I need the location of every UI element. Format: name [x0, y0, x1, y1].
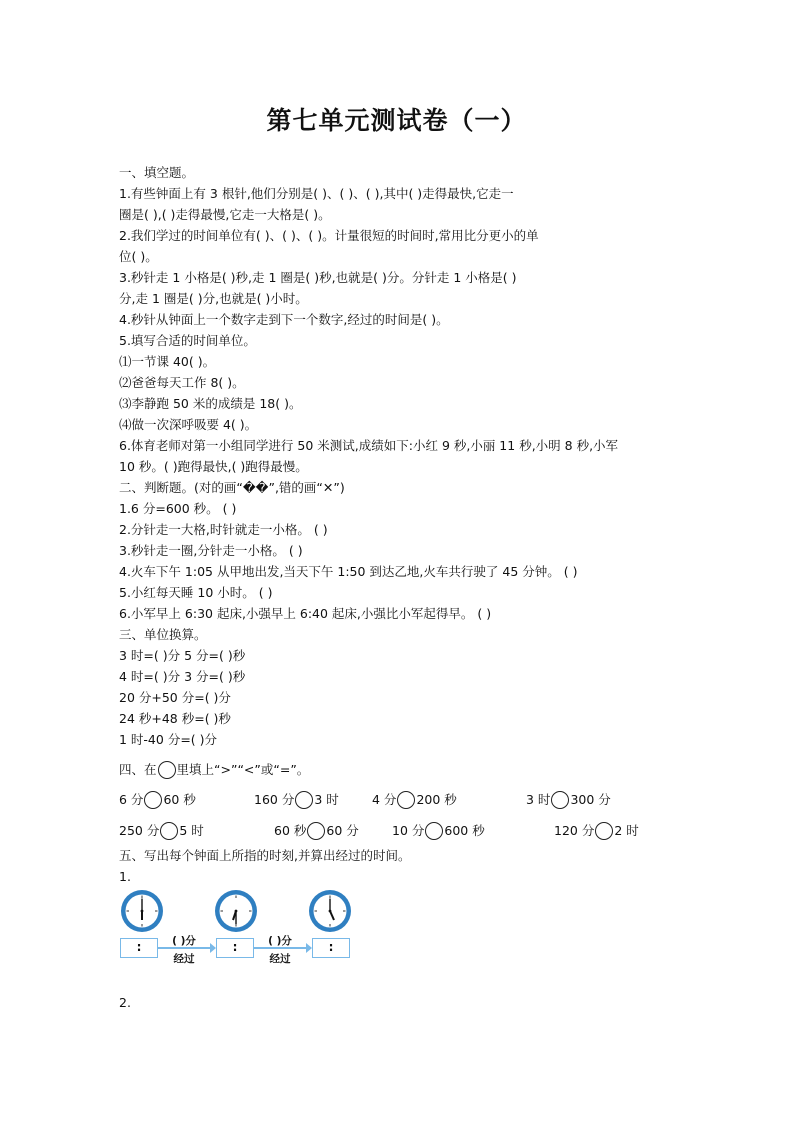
question-line: ⑶李静跑 50 米的成绩是 18( )。: [119, 396, 302, 411]
clock-face-icon: [120, 889, 164, 933]
section-heading-convert: 三、单位换算。: [119, 627, 207, 642]
question-line: 4.秒针从钟面上一个数字走到下一个数字,经过的时间是( )。: [119, 312, 449, 327]
question-line: 6.体育老师对第一小组同学进行 50 米测试,成绩如下:小红 9 秒,小丽 11 秒,小明 8 秒,小军: [119, 438, 619, 453]
time-answer-box[interactable]: :: [120, 938, 158, 958]
time-answer-box[interactable]: :: [216, 938, 254, 958]
page-title: 第七单元测试卷（一）: [266, 106, 527, 135]
compare-item: [274, 822, 359, 840]
section-heading-compare: [119, 761, 309, 779]
heading-text: 里填上“>”“<”或“=”。: [176, 762, 310, 777]
compare-left: 120 分: [554, 823, 595, 838]
compare-left: 60 秒: [274, 823, 307, 838]
question-line: 1.有些钟面上有 3 根针,他们分别是( )、( )、( ),其中( )走得最快,它走一: [119, 186, 514, 201]
compare-left: 6 分: [119, 792, 144, 807]
compare-right: 3 时: [314, 792, 339, 807]
circle-icon: [158, 761, 176, 779]
question-line: 5.小红每天睡 10 小时。 ( ): [119, 585, 273, 600]
compare-left: 4 分: [372, 792, 397, 807]
compare-right: 300 分: [570, 792, 611, 807]
question-line: 5.填写合适的时间单位。: [119, 333, 256, 348]
section-heading-clocks: 五、写出每个钟面上所指的时刻,并算出经过的时间。: [119, 848, 411, 863]
compare-circle[interactable]: [307, 822, 325, 840]
compare-right: 5 时: [179, 823, 204, 838]
compare-circle[interactable]: [144, 791, 162, 809]
question-line: 24 秒+48 秒=( )秒: [119, 711, 231, 726]
compare-right: 200 秒: [416, 792, 457, 807]
question-line: 2.我们学过的时间单位有( )、( )、( )。计量很短的时间时,常用比分更小的单: [119, 228, 539, 243]
compare-circle[interactable]: [551, 791, 569, 809]
question-line: 4.火车下午 1:05 从甲地出发,当天下午 1:50 到达乙地,火车共行驶了 45 分钟。 ( ): [119, 564, 578, 579]
compare-right: 600 秒: [444, 823, 485, 838]
compare-item: [254, 791, 339, 809]
compare-item: [526, 791, 611, 809]
compare-item: [372, 791, 457, 809]
compare-circle[interactable]: [397, 791, 415, 809]
problem-number: 2.: [119, 995, 131, 1010]
question-line: 4 时=( )分 3 分=( )秒: [119, 669, 246, 684]
compare-circle[interactable]: [160, 822, 178, 840]
compare-left: 160 分: [254, 792, 295, 807]
section-heading-fill-blank: 一、填空题。: [119, 165, 195, 180]
section-heading-judge: 二、判断题。(对的画“��”,错的画“✕”): [119, 480, 345, 495]
compare-item: [119, 791, 196, 809]
question-line: ⑴一节课 40( )。: [119, 354, 216, 369]
compare-left: 3 时: [526, 792, 551, 807]
compare-right: 60 分: [326, 823, 359, 838]
clock-face-icon: [308, 889, 352, 933]
question-line: 3 时=( )分 5 分=( )秒: [119, 648, 246, 663]
compare-left: 250 分: [119, 823, 160, 838]
question-line: 1.6 分=600 秒。 ( ): [119, 501, 237, 516]
question-line: 6.小军早上 6:30 起床,小强早上 6:40 起床,小强比小军起得早。 ( ): [119, 606, 492, 621]
question-line: 2.分针走一大格,时针就走一小格。 ( ): [119, 522, 328, 537]
compare-circle[interactable]: [595, 822, 613, 840]
question-line: 圈是( ),( )走得最慢,它走一大格是( )。: [119, 207, 331, 222]
compare-right: 60 秒: [163, 792, 196, 807]
question-line: ⑷做一次深呼吸要 4( )。: [119, 417, 258, 432]
question-line: 1 时-40 分=( )分: [119, 732, 218, 747]
compare-item: [119, 822, 204, 840]
question-line: ⑵爸爸每天工作 8( )。: [119, 375, 245, 390]
problem-number: 1.: [119, 869, 131, 884]
elapsed-minutes-label: ( )分: [268, 935, 292, 947]
compare-item: [554, 822, 639, 840]
compare-circle[interactable]: [295, 791, 313, 809]
elapsed-caption: 经过: [173, 953, 195, 965]
elapsed-caption: 经过: [269, 953, 291, 965]
compare-item: [392, 822, 485, 840]
elapsed-minutes-label: ( )分: [172, 935, 196, 947]
compare-right: 2 时: [614, 823, 639, 838]
question-line: 3.秒针走一圈,分针走一小格。 ( ): [119, 543, 303, 558]
compare-left: 10 分: [392, 823, 425, 838]
question-line: 3.秒针走 1 小格是( )秒,走 1 圈是( )秒,也就是( )分。分针走 1 小格是( ): [119, 270, 517, 285]
heading-text: 四、在: [119, 762, 157, 777]
question-line: 20 分+50 分=( )分: [119, 690, 231, 705]
question-line: 10 秒。( )跑得最快,( )跑得最慢。: [119, 459, 308, 474]
clock-face-icon: [214, 889, 258, 933]
time-answer-box[interactable]: :: [312, 938, 350, 958]
compare-circle[interactable]: [425, 822, 443, 840]
question-line: 位( )。: [119, 249, 158, 264]
question-line: 分,走 1 圈是( )分,也就是( )小时。: [119, 291, 308, 306]
